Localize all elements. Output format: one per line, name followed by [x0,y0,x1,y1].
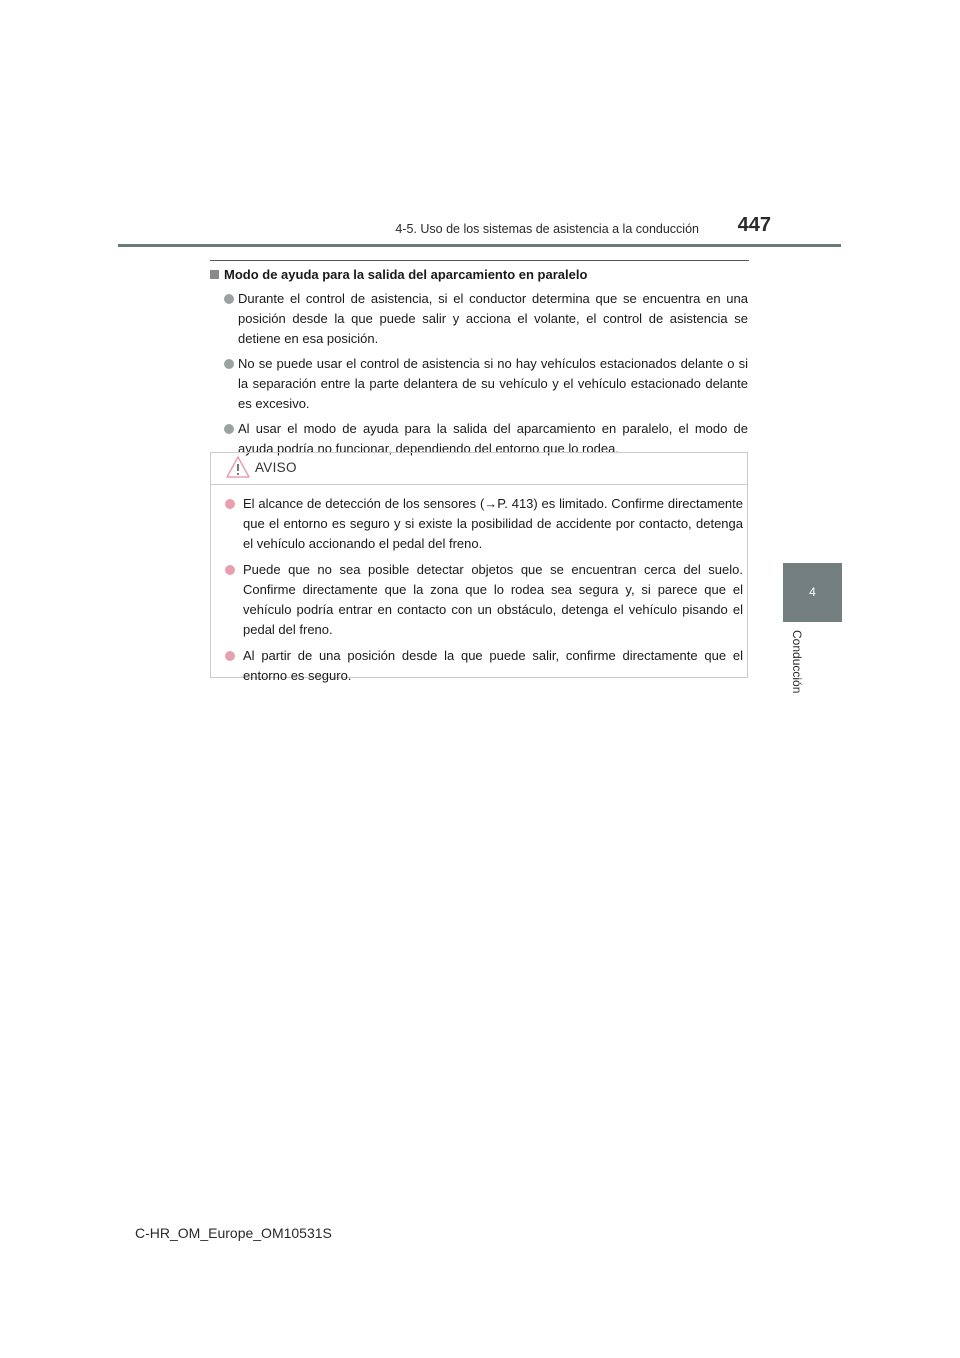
warning-divider [211,484,747,485]
bullet-icon [224,359,234,369]
warning-list [225,494,743,692]
list-item [225,494,743,554]
list-item [224,354,748,414]
bullet-icon [224,424,234,434]
chapter-label: Conducción [790,630,804,694]
section-heading [210,267,750,282]
page-number: 447 [737,214,771,236]
document-id: C-HR_OM_Europe_OM10531S [135,1225,332,1241]
list-item-text: Durante el control de asistencia, si el conductor determina que se encuentra en una posición desde la que puede salir y acciona el volante, el control de asistencia se detiene en esa posición. [238,291,748,346]
header-rule [118,244,841,247]
bullet-icon [225,565,235,575]
list-item-text: No se puede usar el control de asistencia si no hay vehículos estacionados delante o si la separación entre la parte delantera de su vehículo y el vehículo estacionado delante es excesivo. [238,356,748,411]
warning-box [210,452,748,683]
section-heading-text: Modo de ayuda para la salida del aparcamiento en paralelo [224,267,588,282]
list-item [224,289,748,349]
section-title: 4-5. Uso de los sistemas de asistencia a la conducción [395,222,699,236]
square-bullet-icon [210,270,219,279]
list-item-text: Puede que no sea posible detectar objetos que se encuentran cerca del suelo. Confirme directamente que la zona que lo rodea sea segura y, si parece que el vehículo podría entrar en contacto con un obstáculo, detenga el vehículo pisando el pedal del freno. [243,562,743,637]
content-divider [210,260,749,261]
chapter-number: 4 [809,585,816,599]
section-bullet-list [224,289,748,464]
page-header [118,214,841,244]
bullet-icon [225,499,235,509]
warning-triangle-icon [225,455,251,479]
chapter-tab [783,563,842,622]
warning-title: AVISO [255,460,297,475]
list-item [225,560,743,640]
list-item-text: El alcance de detección de los sensores (→P. 413) es limitado. Confirme directamente que el entorno es seguro y si existe la posibilidad de accidente por contacto, detenga el vehículo accionando el pedal del freno. [243,496,743,551]
list-item [225,646,743,686]
bullet-icon [224,294,234,304]
list-item-text: Al partir de una posición desde la que puede salir, confirme directamente que el entorno es seguro. [243,648,743,683]
list-item-text: Al usar el modo de ayuda para la salida del aparcamiento en paralelo, el modo de ayuda podría no funcionar, dependiendo del entorno que lo rodea. [238,421,748,456]
bullet-icon [225,651,235,661]
